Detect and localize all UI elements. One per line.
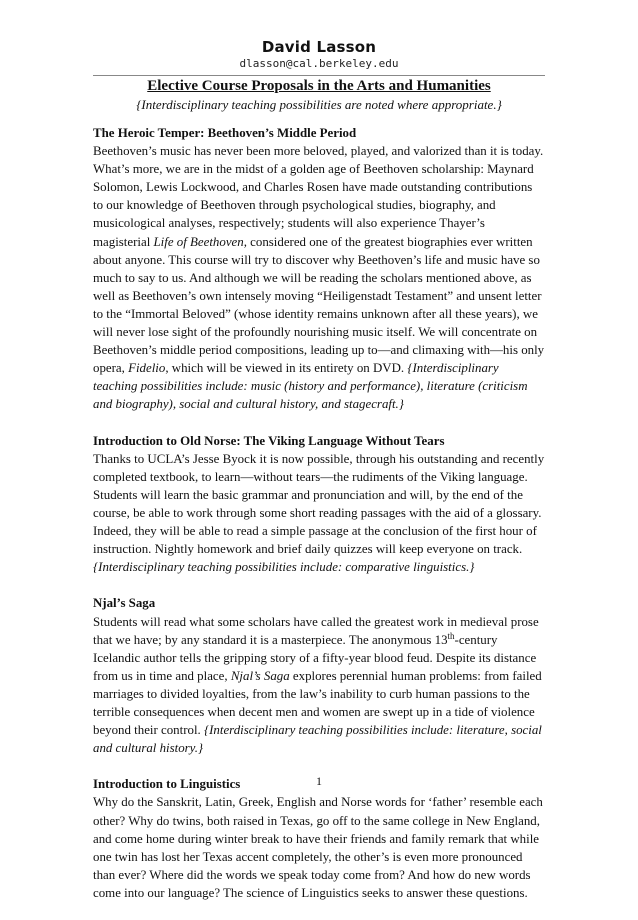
- section-text: Why do the Sanskrit, Latin, Greek, English and Norse words for ‘father’ resemble each other? Why do twins, both raised in Texas, go off to the same college in New England, and come home during winter break to have their friends and family remark that while one twin has lost her Texas accent completely, the other’s is even more pronounced than ever? Where did the words we speak today come from? And how do new words come into our language? The science of Linguistics seeks to answer these questions.: [93, 795, 543, 900]
- text-run: -century Icelandic author tells the gripping story of a fifty-year blood feud. Despite its distance from us in time and place,: [93, 632, 537, 683]
- section-text: [93, 142, 545, 413]
- section-linguistics: [93, 775, 545, 902]
- section-text: [93, 450, 545, 577]
- section-text: [93, 613, 545, 758]
- document-body: [93, 124, 545, 920]
- text-run: considered one of the greatest biographies ever written about anyone. This course will try to discover why Beethoven’s life and music have so much to say to us. And although we will be reading the scholars mentioned above, as well as Beethoven’s own intensely moving “Heiligenstadt Testament” and unsent letter to the “Immortal Beloved” (whose identity remains unknown after all these years), we will never lose sight of the profoundly nourishing music itself. We will concentrate on Beethoven’s middle period compositions, leading up to—and climaxing with—his only opera,: [93, 234, 545, 376]
- section-njals-saga: [93, 594, 545, 757]
- interdisciplinary-note: {Interdisciplinary teaching possibilities include: literature, social and cultural history.}: [93, 723, 542, 756]
- text-run: Beethoven’s music has never been more beloved, played, and valorized than it is today. What’s more, we are in the midst of a golden age of Beethoven scholarship: Maynard Solomon, Lewis Lockwood, and Charles Rosen have made outstanding contributions to our knowledge of Beethoven through psychological studies, biography, and musicological analyses, respectively; students will also experience Thayer’s magisterial: [93, 144, 544, 249]
- section-old-norse: [93, 432, 545, 577]
- text-run: Thanks to UCLA’s Jesse Byock it is now possible, through his outstanding and recently completed textbook, to learn—without tears—the rudiments of the Viking language. Students will learn the basic grammar and pronunciation and will, by the end of the course, be able to work through some short reading passages with the aid of a glossary. Indeed, they will be able to read a simple passage at the conclusion of the first hour of instruction. Nightly homework and brief daily quizzes will keep everyone on track.: [93, 451, 545, 557]
- author-name: David Lasson: [261, 38, 377, 56]
- document-title: Elective Course Proposals in the Arts and Humanities: [147, 78, 491, 94]
- section-title: Introduction to Linguistics: [93, 777, 241, 792]
- interdisciplinary-note: {Interdisciplinary teaching possibilities include: comparative linguistics.}: [93, 560, 475, 575]
- text-run: , which will be viewed in its entirety on DVD.: [165, 361, 408, 376]
- document-subtitle: {Interdisciplinary teaching possibilities are noted where appropriate.}: [136, 97, 502, 112]
- interdisciplinary-note: {Interdisciplinary teaching possibilities include: music (history and performance), literature (criticism and biography), social and cultural history, and stagecraft.}: [93, 361, 528, 412]
- section-title: Njal’s Saga: [93, 596, 156, 611]
- text-run: explores perennial human problems: from failed marriages to divided loyalties, from the law’s inability to curb human passions to the terrible consequences when decent men and women are swept up in a tide of violence beyond their control.: [93, 668, 542, 738]
- page-number: 1: [316, 774, 322, 788]
- section-beethoven: [93, 124, 545, 414]
- section-title: Introduction to Old Norse: The Viking Language Without Tears: [93, 433, 445, 448]
- superscript: th: [447, 630, 455, 641]
- book-title: Life of Beethoven,: [153, 234, 247, 249]
- header-divider: [93, 75, 545, 76]
- opera-title: Fidelio: [128, 361, 166, 376]
- text-run: Students will read what some scholars have called the greatest work in medieval prose that we have; by any standard it is a masterpiece. The anonymous 13: [93, 614, 539, 647]
- section-title: The Heroic Temper: Beethoven’s Middle Period: [93, 126, 357, 140]
- book-title: Njal’s Saga: [230, 668, 290, 683]
- author-email: dlasson@cal.berkeley.edu: [239, 57, 399, 70]
